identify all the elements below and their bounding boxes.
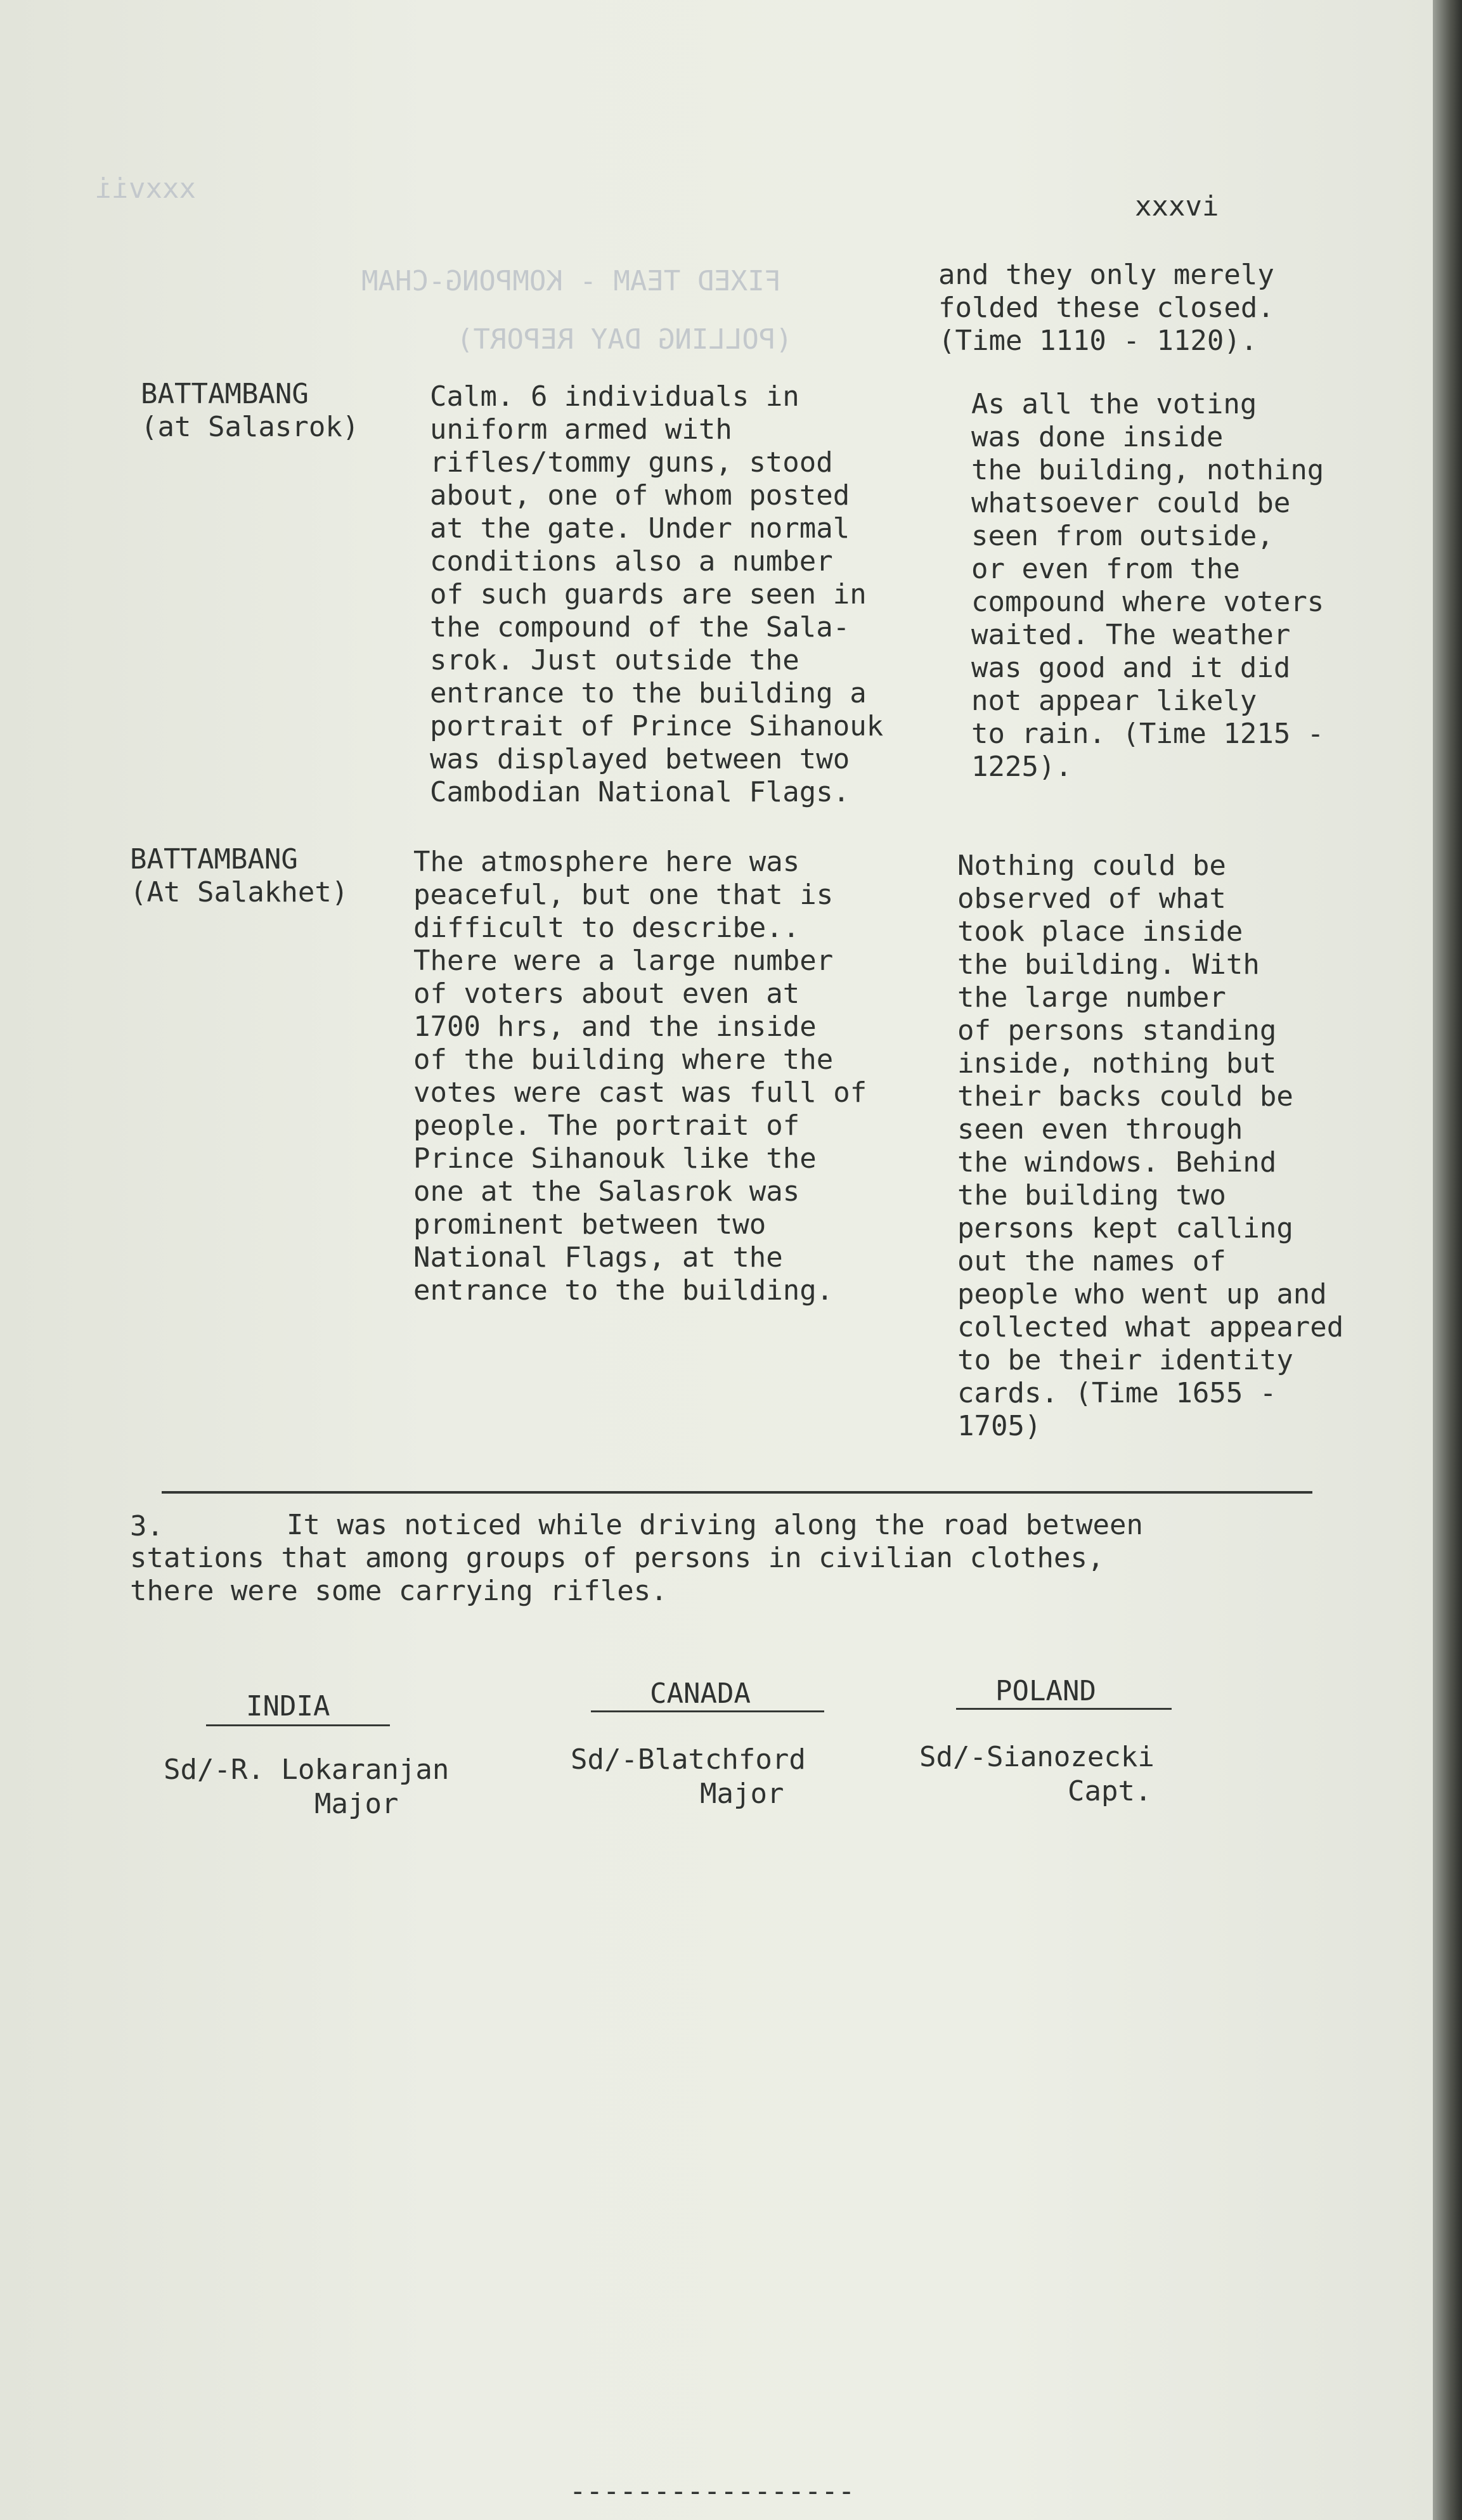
signatory-rank: Capt.	[1068, 1775, 1152, 1807]
bleed-through-header: FIXED TEAM - KOMPONG-CHAM	[361, 265, 782, 297]
signature-line	[956, 1708, 1172, 1710]
signature-line	[591, 1710, 824, 1712]
country-poland: POLAND	[995, 1675, 1096, 1707]
horizontal-rule	[162, 1491, 1312, 1494]
signatory-name: Sd/-Blatchford	[571, 1743, 806, 1776]
station-label: BATTAMBANG (at Salasrok)	[141, 378, 359, 443]
country-india: INDIA	[246, 1690, 330, 1722]
atmosphere-text: The atmosphere here was peaceful, but one that is difficult to describe.. There were a large number of voters about even at 1700 hrs, and the inside of the building where the votes were cast was full of people. The portrait of Prince Sihanouk like the one at the Salasrok was prominent between two National Flags, at the entrance to the building.	[413, 846, 867, 1307]
signatory-name: Sd/-R. Lokaranjan	[164, 1754, 450, 1786]
signatory-name: Sd/-Sianozecki	[919, 1741, 1155, 1773]
atmosphere-text: Calm. 6 individuals in uniform armed with rifles/tommy guns, stood about, one of whom posted at the gate. Under normal conditions also a number of such guards are seen in the compound of the Sala- srok. Just outside the entrance to the building a portrait of Prince Sihanouk was displayed between two Cambodian National Flags.	[430, 380, 884, 808]
signatory-rank: Major	[700, 1778, 784, 1810]
paragraph-number: 3.	[130, 1510, 164, 1542]
paragraph-body: stations that among groups of persons in civilian clothes, there were some carrying rifles.	[130, 1542, 1104, 1607]
end-mark: -----------------	[569, 2475, 855, 2507]
bleed-through-page-number: xxxvii	[95, 172, 196, 205]
paragraph-first-line: It was noticed while driving along the road between	[287, 1509, 1144, 1541]
station-label: BATTAMBANG (At Salakhet)	[130, 843, 349, 908]
observation-text: Nothing could be observed of what took place inside the building. With the large number of persons standing inside, nothing but their backs could be seen even through the windows. Behind the building two persons kept calling out the names of people who went up and collected what appeared to be their identity cards. (Time 1655 - 1705)	[957, 850, 1344, 1442]
continuation-text: and they only merely folded these closed. (Time 1110 - 1120).	[938, 259, 1274, 357]
country-canada: CANADA	[650, 1677, 751, 1710]
signatory-rank: Major	[314, 1788, 399, 1820]
page-edge-shadow	[1433, 0, 1462, 2520]
bleed-through-subheader: (POLLING DAY REPORT)	[456, 323, 792, 356]
observation-text: As all the voting was done inside the building, nothing whatsoever could be seen from outside, or even from the compound where voters waited. The weather was good and it did not appear likely to rain. (Time 1215 - 1225).	[971, 388, 1324, 783]
page-number: xxxvi	[1135, 190, 1219, 223]
signature-line	[206, 1724, 390, 1726]
